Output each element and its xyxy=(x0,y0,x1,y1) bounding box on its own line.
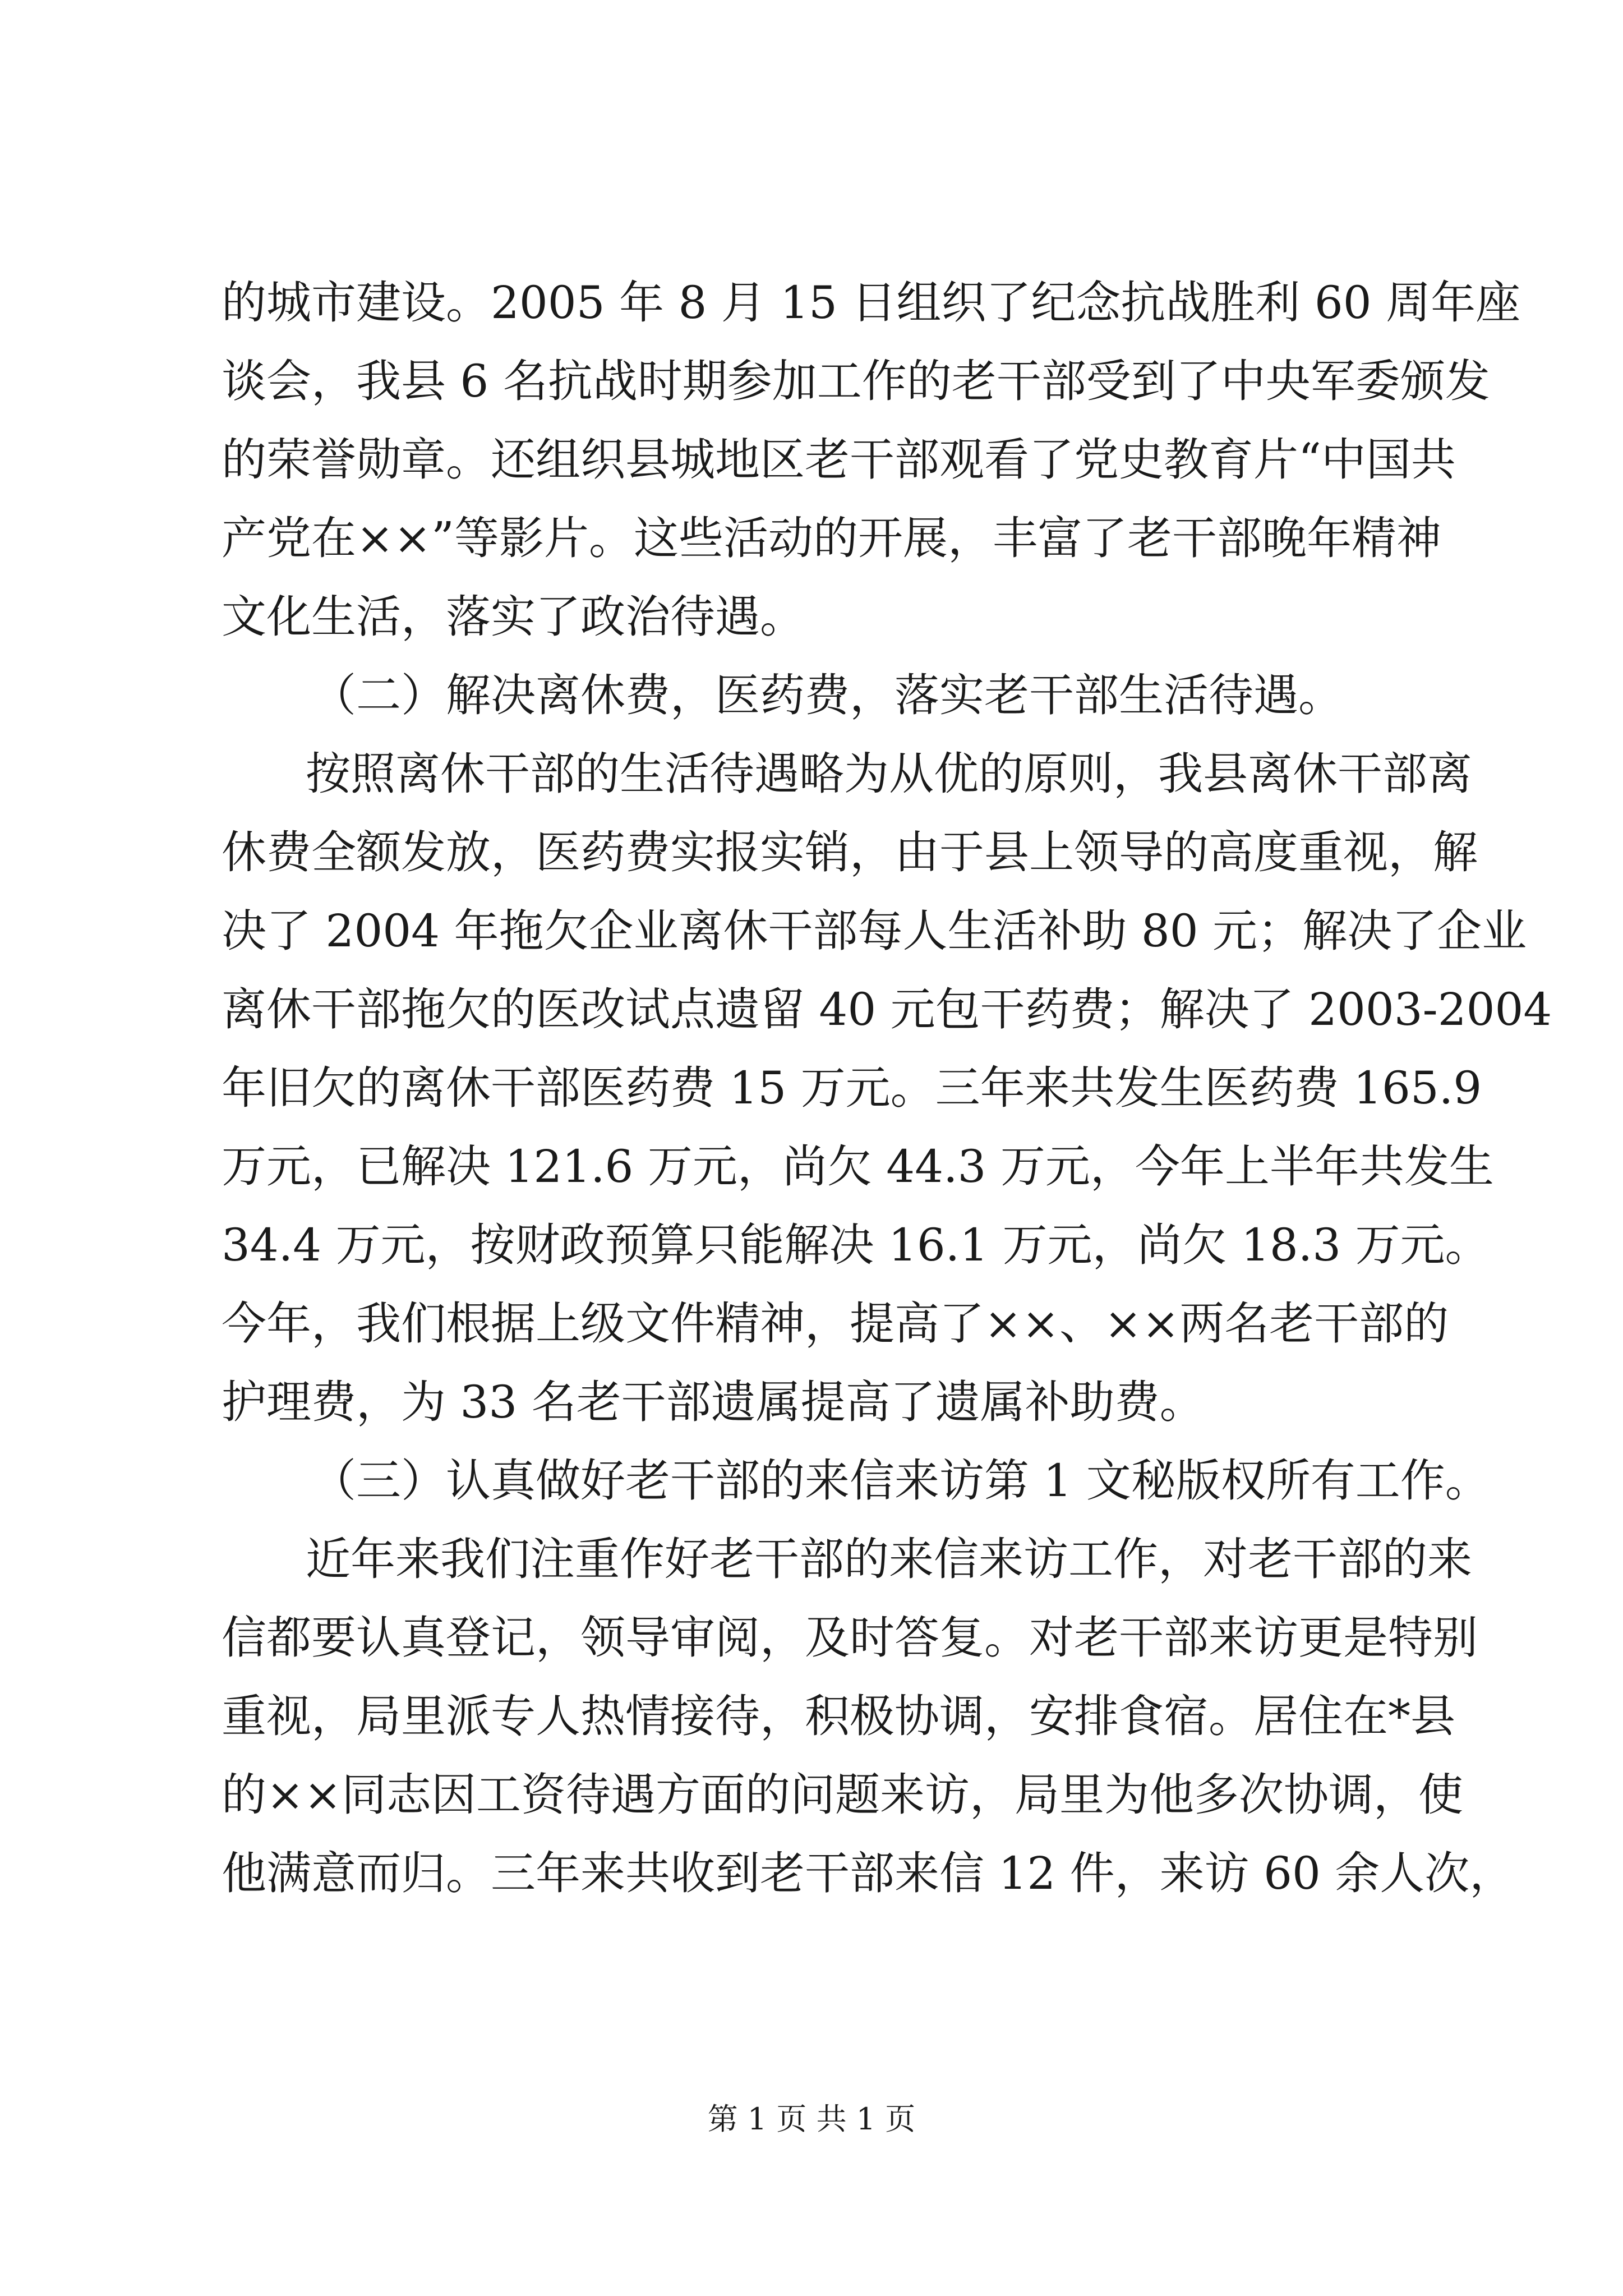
text-line: 万元，已解决 121.6 万元，尚欠 44.3 万元，今年上半年共发生 xyxy=(222,1140,1494,1193)
page-footer: 第 1 页 共 1 页 xyxy=(707,2101,916,2137)
text-line: 近年来我们注重作好老干部的来信来访工作，对老干部的来 xyxy=(306,1533,1472,1585)
text-line: 的城市建设。2005 年 8 月 15 日组织了纪念抗战胜利 60 周年座 xyxy=(222,277,1521,329)
section-heading: （二）解决离休费，医药费，落实老干部生活待遇。 xyxy=(311,669,1343,721)
text-line: 休费全额发放，医药费实报实销，由于县上领导的高度重视，解 xyxy=(222,826,1478,878)
text-line: 产党在××”等影片。这些活动的开展，丰富了老干部晚年精神 xyxy=(222,512,1441,564)
text-line: 按照离休干部的生活待遇略为从优的原则，我县离休干部离 xyxy=(306,748,1472,800)
text-line: 34.4 万元，按财政预算只能解决 16.1 万元，尚欠 18.3 万元。 xyxy=(222,1219,1490,1271)
text-line: 年旧欠的离休干部医药费 15 万元。三年来共发生医药费 165.9 xyxy=(222,1062,1482,1114)
text-line: 信都要认真登记，领导审阅，及时答复。对老干部来访更是特别 xyxy=(222,1612,1478,1664)
text-line: 的××同志因工资待遇方面的问题来访，局里为他多次协调，使 xyxy=(222,1769,1464,1821)
text-line: 谈会，我县 6 名抗战时期参加工作的老干部受到了中央军委颁发 xyxy=(222,355,1490,407)
text-line: 重视，局里派专人热情接待，积极协调，安排食宿。居住在*县 xyxy=(222,1690,1455,1742)
text-line: 离休干部拖欠的医改试点遗留 40 元包干药费；解决了 2003-2004 xyxy=(222,983,1552,1036)
text-line: 的荣誉勋章。还组织县城地区老干部观看了党史教育片“中国共 xyxy=(222,434,1456,486)
document-body xyxy=(222,264,1552,1913)
section-heading: （三）认真做好老干部的来信来访第 1 文秘版权所有工作。 xyxy=(311,1455,1490,1507)
text-line: 他满意而归。三年来共收到老干部来信 12 件，来访 60 余人次， xyxy=(222,1847,1515,1899)
text-line: 今年，我们根据上级文件精神，提高了××、××两名老干部的 xyxy=(222,1297,1449,1350)
text-line: 护理费，为 33 名老干部遗属提高了遗属补助费。 xyxy=(222,1376,1205,1428)
text-line: 文化生活，落实了政治待遇。 xyxy=(222,591,805,643)
text-line: 决了 2004 年拖欠企业离休干部每人生活补助 80 元；解决了企业 xyxy=(222,905,1527,957)
